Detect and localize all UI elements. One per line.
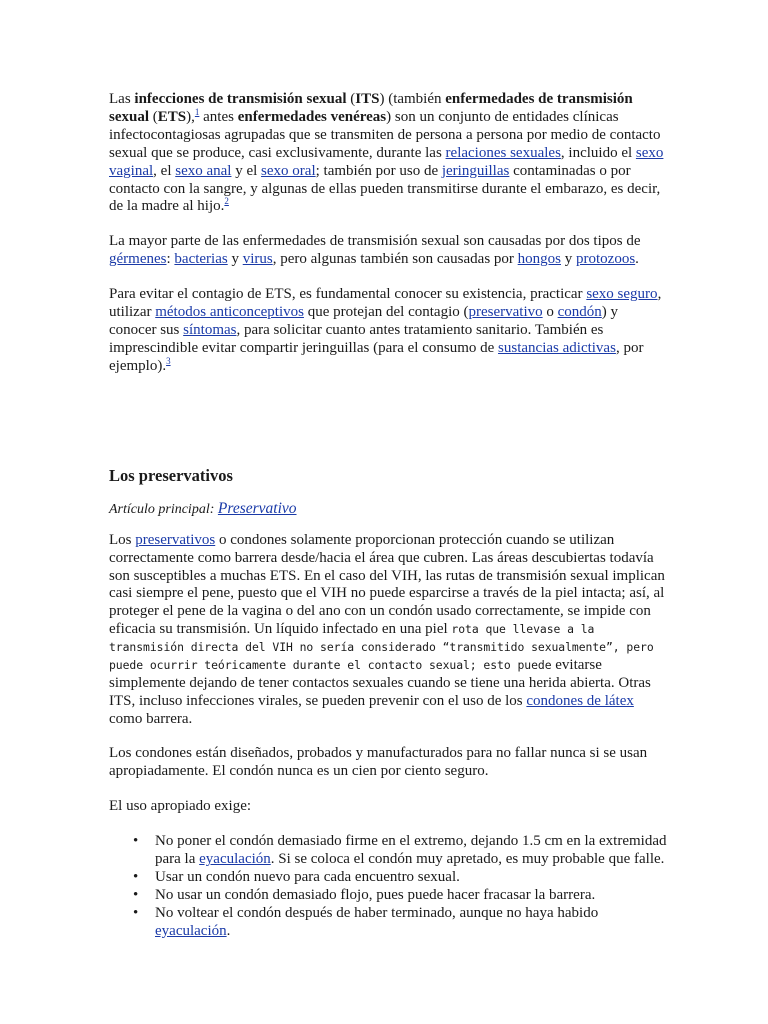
text: , utilizar <box>109 286 662 321</box>
link-germenes[interactable]: gérmenes <box>109 251 167 268</box>
text: que protejan del contagio ( <box>303 304 469 321</box>
main-article-note <box>109 499 668 520</box>
link-sexo-oral[interactable]: sexo oral <box>261 162 316 179</box>
link-sexo-vaginal[interactable]: sexo vaginal <box>109 144 664 179</box>
text: ( <box>346 91 356 107</box>
link-main-article-preservativo[interactable]: Preservativo <box>217 499 297 517</box>
link-jeringuillas[interactable]: jeringuillas <box>441 162 510 179</box>
link-sexo-seguro[interactable]: sexo seguro <box>586 286 658 303</box>
text: . Si se coloca el condón muy apretado, es muy probable que falle. <box>270 851 665 868</box>
link-metodos-anticonceptivos[interactable]: métodos anticonceptivos <box>155 304 304 321</box>
link-eyaculacion[interactable]: eyaculación <box>155 922 227 939</box>
text: ) y conocer sus <box>109 304 619 338</box>
intro-paragraph <box>109 91 668 216</box>
main-article-prefix: Artículo principal: <box>109 501 218 517</box>
text: ( <box>149 108 158 125</box>
text: ) (también <box>379 91 446 107</box>
link-hongos[interactable]: hongos <box>517 251 561 268</box>
text: No voltear el condón después de haber terminado, aunque no haya habido <box>155 905 599 921</box>
text: y <box>561 251 576 268</box>
text: y <box>227 251 243 268</box>
bold-term: infecciones de transmisión sexual <box>134 91 347 107</box>
text: ; también por uso de <box>315 162 442 179</box>
bold-term: ETS <box>157 108 187 125</box>
text: , pero algunas también son causadas por <box>272 251 518 268</box>
prevention-paragraph <box>109 286 668 376</box>
link-eyaculacion[interactable]: eyaculación <box>199 851 271 868</box>
text: Los <box>109 531 136 548</box>
text: Las <box>109 91 135 107</box>
text: . <box>635 251 639 268</box>
usage-intro: El uso apropiado exige: <box>109 798 252 815</box>
bold-term: ITS <box>355 91 380 107</box>
text: o <box>542 304 558 321</box>
section-heading: Los preservativos <box>109 465 233 485</box>
text: contaminadas o por contacto con la sangre, y algunas de ellas pueden transmitirse durante el embarazo, es decir, de la madre al hijo. <box>109 162 661 215</box>
text: La mayor parte de las enfermedades de transmisión sexual son causadas por dos tipos de <box>109 233 641 250</box>
text: , el <box>153 162 176 179</box>
footnote-link[interactable]: 3 <box>166 355 171 366</box>
link-relaciones-sexuales[interactable]: relaciones sexuales <box>445 144 561 161</box>
list-item: • Usar un condón nuevo para cada encuentro sexual. <box>155 869 668 887</box>
text: ) son un conjunto de entidades clínicas infectocontagiosas agrupadas que se transmiten de persona a persona por medio de contacto sexual que se produce, casi exclusivamente, durante las <box>109 108 661 161</box>
link-bacterias[interactable]: bacterias <box>174 251 228 268</box>
design-paragraph: Los condones están diseñados, probados y manufacturados para no fallar nunca si se usan apropiadamente. El condón nunca es un cien por ciento seguro. <box>109 744 648 779</box>
list-item <box>155 905 668 941</box>
text: antes <box>199 108 238 125</box>
link-sintomas[interactable]: síntomas <box>183 321 237 338</box>
list-item: • No usar un condón demasiado flojo, pues puede hacer fracasar la barrera. <box>155 887 668 905</box>
text: , por ejemplo). <box>109 339 644 374</box>
footnote-link[interactable]: 2 <box>224 196 229 207</box>
link-preservativo[interactable]: preservativo <box>468 304 543 321</box>
footnote-link[interactable]: 1 <box>194 106 200 117</box>
link-sustancias-adictivas[interactable]: sustancias adictivas <box>498 339 616 356</box>
text: , para solicitar cuanto antes tratamiento sanitario. También es imprescindible evitar compartir jeringuillas (para el consumo de <box>109 321 604 356</box>
text: y el <box>231 162 262 179</box>
text: Para evitar el contagio de ETS, es fundamental conocer su existencia, practicar <box>109 286 587 303</box>
text: o condones solamente proporcionan protección cuando se utilizan correctamente como barrera desde/hacia el área que cubren. Las áreas descubiertas todavía son susceptibles a muchas ETS. En el caso del VIH, las rutas de transmisión sexual implican casi siempre el pene, puesto que el VIH no puede esparcirse a través de la piel intacta; así, al proteger el pene de la vagina o del ano con un condón usado correctamente, se impide con eficacia su transmisión. Un líquido infectado en una piel <box>109 531 665 638</box>
link-condon[interactable]: condón <box>557 304 602 321</box>
link-virus[interactable]: virus <box>242 251 273 268</box>
bold-term: enfermedades venéreas <box>237 108 387 125</box>
link-protozoos[interactable]: protozoos <box>576 251 636 268</box>
text: como barrera. <box>109 710 193 727</box>
link-condones-de-latex[interactable]: condones de látex <box>526 692 634 709</box>
text: evitarse simplemente dejando de tener contactos sexuales cuando se tiene una herida abierta. Otras ITS, incluso infecciones virales, se pueden prevenir con el uso de los <box>109 657 651 709</box>
usage-list <box>109 833 668 940</box>
list-item <box>155 833 668 869</box>
text: . <box>226 922 231 939</box>
text: No poner el condón demasiado firme en el extremo, dejando 1.5 cm en la extremidad para la <box>155 833 667 868</box>
text: : <box>166 251 175 268</box>
link-preservativos[interactable]: preservativos <box>135 531 216 548</box>
text: ), <box>186 108 195 125</box>
link-sexo-anal[interactable]: sexo anal <box>175 162 232 179</box>
text: , incluido el <box>560 144 636 161</box>
condoms-paragraph <box>109 532 668 729</box>
monospace-text: rota que llevase a la transmisión directa del VIH no sería considerado “transmitido sexualmente”, pero puede ocurrir teóricamente durante el contacto sexual; esto puede <box>109 622 654 673</box>
causes-paragraph <box>109 233 668 269</box>
bold-term: enfermedades de transmisión sexual <box>109 91 633 125</box>
